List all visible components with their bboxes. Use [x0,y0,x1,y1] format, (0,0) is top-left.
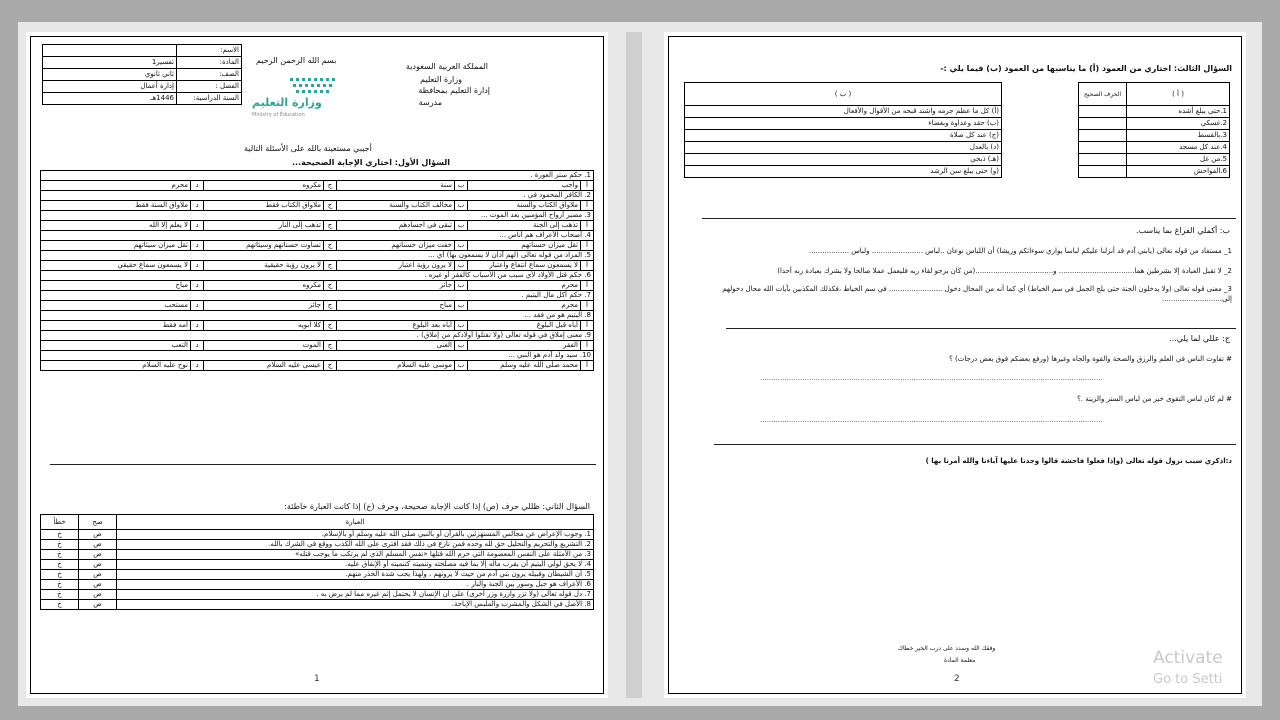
q1-question: 3. مصير أرواح المؤمنين بعد الموت ... [41,211,594,221]
q1-options-row [41,341,594,351]
col-b-row [685,118,1002,130]
option-text[interactable]: محرم [468,301,581,311]
mark-right[interactable]: ص [79,570,117,580]
ministry-logo-sub: Ministry of Education [252,112,305,118]
option-text[interactable]: مباح [41,281,191,291]
mark-wrong[interactable]: خ [41,590,79,600]
explain-item-2: # لم كان لباس التقوى خير من لباس الستر والزينة .؟ [1077,395,1232,403]
answer-letter-cell[interactable] [1079,154,1127,166]
q1-question-row [41,291,594,301]
watermark-line-1: Activate [1153,648,1223,668]
option-letter: أ [581,261,594,271]
q2-row [41,560,594,570]
instruction-text: أجيبي مستعينة بالله على الأسئلة التالية [244,144,372,153]
q2-right-header: صح [79,515,117,530]
q2-row [41,600,594,610]
option-letter: ج [324,221,337,231]
info-value: تفسير1 [43,57,177,69]
q2-statement: 6. الأعراف هو جبل وسور بين الجنة والنار . [117,580,594,590]
option-text[interactable]: الفقر [468,341,581,351]
option-letter: د [191,181,204,191]
option-text[interactable]: التعب [41,341,191,351]
q2-row [41,530,594,540]
option-text[interactable]: تبقى في أجسادهم [337,221,455,231]
q1-options-row [41,221,594,231]
option-letter: ج [324,361,337,371]
option-text[interactable]: محرم [41,181,191,191]
header-country: المملكة العربية السعودية [405,62,488,71]
option-text[interactable]: كلا أبويه [204,321,324,331]
option-letter: ب [455,321,468,331]
option-letter: ب [455,181,468,191]
answer-letter-cell[interactable] [1079,118,1127,130]
col-a-item: 4.عند كل مسجد [1127,142,1230,154]
option-letter: أ [581,201,594,211]
info-row [43,81,242,93]
q1-question: 2. الكافر المحمود في . [41,191,594,201]
option-text[interactable]: لا يعلم إلا الله [41,221,191,231]
option-text[interactable]: عيسى عليه السلام [204,361,324,371]
option-letter: د [191,301,204,311]
q1-options-row [41,181,594,191]
q1-question: 6. حكم قتل الأولاد لأي سبب من الأسباب كالفقر أو غيره . [41,271,594,281]
q2-statement: 4. لا يحق لولي اليتيم أن يقرب ماله إلا بما فيه مصلحته وتنميته كتنميته أو الإنفاق عليه. [117,560,594,570]
option-letter: ج [324,241,337,251]
closing-line: وفقك الله وسدد على درب الخير خطاك [898,645,996,652]
mark-wrong[interactable]: خ [41,600,79,610]
option-letter: ب [455,361,468,371]
q2-row [41,550,594,560]
mark-wrong[interactable]: خ [41,560,79,570]
option-text[interactable]: تذهب إلى الجنة [468,221,581,231]
page-2 [664,32,1246,698]
q2-title: السؤال الثاني: ظللي حرف (ص) إذا كانت الإجابة صحيحة، وحرف (خ) إذا كانت العبارة خاطئة: [284,502,590,511]
col-a-header-row [1079,83,1230,106]
option-text[interactable]: مخالف الكتاب والسنة [337,201,455,211]
option-letter: ج [324,181,337,191]
answer-line-2: .......................................................................................................................................................... [760,416,1103,424]
option-text[interactable]: ملاواق السنة فقط [41,201,191,211]
option-letter: ج [324,261,337,271]
explain-item-1: # تفاوت الناس في العلم والرزق والصحة والقوة والجاه وغيرها (ورفع بعضكم فوق بعض درجات) ؟ [949,355,1232,363]
col-a-row [1079,142,1230,154]
option-text[interactable]: مكروه [204,181,324,191]
q1-options-row [41,361,594,371]
info-row [43,69,242,81]
q2-table [40,514,594,610]
q1-options-row [41,261,594,271]
q3-title: السؤال الثالث: اختاري من العمود (أ) ما يناسبها من العمود (ب) فيما يلي :- [940,64,1232,73]
q1-question: 5. المراد من قوله تعالى (لهم آذان لا يسمعون بها) أي ... [41,251,594,261]
option-letter: أ [581,301,594,311]
mark-right[interactable]: ص [79,590,117,600]
q1-question-row [41,211,594,221]
info-value: ثاني ثانوي [43,69,177,81]
fill-item-1: 1_ مستفاد من قوله تعالى (يابني آدم قد أنزلنا عليكم لباسا يواري سوءاتكم وريشا) أن اللباس نوعان ..لباس ....................... ولباس .................. [808,247,1232,255]
col-b-row [685,106,1002,118]
mark-wrong[interactable]: خ [41,550,79,560]
q1-question-row [41,311,594,321]
info-value [43,45,177,57]
q1-question-row [41,351,594,361]
mark-right[interactable]: ص [79,580,117,590]
option-text[interactable]: تذهب إلى النار [204,221,324,231]
page-2-number: 2 [954,674,960,684]
info-value: إدارة أعمال [43,81,177,93]
ministry-logo-text: وزارة التعليم [252,96,322,109]
option-text[interactable]: خفت ميزان حسناتهم [337,241,455,251]
q1-question-row [41,331,594,341]
option-text[interactable]: ثقل ميزان حسناتهم [468,241,581,251]
watermark-line-2: Go to Setti [1153,672,1223,687]
explain-separator [714,444,1236,445]
col-b-row [685,142,1002,154]
option-letter: ب [455,281,468,291]
mark-wrong[interactable]: خ [41,570,79,580]
option-text[interactable]: لا يرون رؤية حقيقية [204,261,324,271]
q1-question: 4. أصحاب الأعراف هم أناس ... [41,231,594,241]
info-label: الاسم: [177,45,242,57]
activation-watermark [1153,648,1223,690]
option-letter: ج [324,281,337,291]
option-text[interactable]: أمه فقط [41,321,191,331]
q1-question-row [41,251,594,261]
col-b-item: (ج) عند كل صلاة [685,130,1002,142]
q1-table [40,170,594,371]
col-a-row [1079,154,1230,166]
option-letter: أ [581,341,594,351]
info-label: السنة الدراسية: [177,93,242,105]
q1-question-row [41,191,594,201]
option-text[interactable]: مباح [337,301,455,311]
q1-options-row [41,281,594,291]
q2-wrong-header: خطأ [41,515,79,530]
q2-statement: 5. أن الشيطان وقبيله يرون بني آدم من حيث لا يرونهم ، ولهذا يجب شدة الحذر منهم. [117,570,594,580]
option-letter: أ [581,181,594,191]
answer-letter-cell[interactable] [1079,142,1127,154]
col-a-row [1079,118,1230,130]
closing-teacher: معلمة المادة [944,657,976,664]
answer-letter-cell[interactable] [1079,130,1127,142]
mark-wrong[interactable]: خ [41,540,79,550]
option-letter: د [191,321,204,331]
col-a-item: 2.غسكي [1127,118,1230,130]
option-letter: د [191,241,204,251]
option-letter: ب [455,301,468,311]
option-text[interactable]: موسى عليه السلام [337,361,455,371]
header-school: مدرسة [418,98,442,107]
q1-options-row [41,241,594,251]
info-value: 1446هـ [43,93,177,105]
option-text[interactable]: أباه قبل البلوغ [468,321,581,331]
q1-title: السؤال الأول: اختاري الإجابة الصحيحة... [292,158,450,167]
fill-item-3: 3_ معنى قوله تعالى (ولا يدخلون الجنة حتى يلج الجمل في سم الخياط) أي كما أنه من المحال دخول ........................ في سم الخياط ،فكذلك المكذبين بآيات الله محال دخولهم إلى........................... [722,285,1232,303]
q2-statement: 2. التشريع والتحريم والتحليل حق لله وحده فمن نازع في ذلك فقد افترى على الله الكذب ووقع في الشرك بالله. [117,540,594,550]
option-letter: أ [581,281,594,291]
option-letter: ب [455,201,468,211]
col-b-header-row [685,83,1002,106]
col-a-row [1079,130,1230,142]
option-letter: أ [581,221,594,231]
option-text[interactable]: ملاواق الكتاب والسنة [468,201,581,211]
mark-right[interactable]: ص [79,560,117,570]
info-row [43,93,242,105]
option-letter: أ [581,241,594,251]
option-letter: ج [324,201,337,211]
q1-options-row [41,301,594,311]
option-text[interactable]: أباه بعد البلوغ [337,321,455,331]
answer-letter-cell[interactable] [1079,106,1127,118]
page-gap [626,32,642,698]
col-letter-header: الحرف الصحيح [1079,83,1127,106]
option-text[interactable]: لا يرون رؤية اعتبار [337,261,455,271]
option-text[interactable]: جائز [337,281,455,291]
info-row [43,45,242,57]
option-letter: د [191,221,204,231]
option-text[interactable]: الغنى [337,341,455,351]
q2-statement: 1. وجوب الإعراض عن مجالس المستهزئين بالقرآن أو بالنبي صلى الله عليه وسلم أو بالإسلام. [117,530,594,540]
student-info-table [42,44,242,105]
col-a-row [1079,166,1230,178]
mark-right[interactable]: ص [79,550,117,560]
col-a-item: 6.الفواحش [1127,166,1230,178]
answer-line-1: .......................................................................................................................................................... [760,374,1103,382]
q2-row [41,540,594,550]
col-a-header: ( أ ) [1127,83,1230,106]
option-text[interactable]: محمد صلى الله عليه وسلم [468,361,581,371]
col-b-header: ( ب ) [685,83,1002,106]
option-text[interactable]: تساوت حسناتهم وسيئاتهم [204,241,324,251]
mark-right[interactable]: ص [79,530,117,540]
info-row [43,57,242,69]
option-text[interactable]: لا يسمعون سماع حقيقي [41,261,191,271]
col-b-row [685,154,1002,166]
q1-question: 7. حكم أكل مال اليتيم . [41,291,594,301]
q2-row [41,570,594,580]
page-1-number: 1 [314,674,320,684]
option-text[interactable]: سنة [337,181,455,191]
option-text[interactable]: الموت [204,341,324,351]
q1-options-row [41,201,594,211]
option-letter: ب [455,241,468,251]
col-b-item: (ب) حقد وعداوة وبغضاء [685,118,1002,130]
option-text[interactable]: لا يسمعون سماع انتفاع واعتبار [468,261,581,271]
q2-statement: 7. دل قوله تعالى (ولا تزر وازرة وزر أخرى) على أن الإنسان لا يحتمل إثم غيره مما لم يرض به . [117,590,594,600]
option-text[interactable]: مستحب [41,301,191,311]
q1-options-row [41,321,594,331]
col-b-item: (هـ) ذبحي [685,154,1002,166]
ministry-logo-icon [288,76,348,94]
q1-question: 9. معنى إملاق في قوله تعالى (ولا تقتلوا أولادكم من إملاق) . [41,331,594,341]
q1-question-row [41,231,594,241]
q3-separator [702,218,1236,219]
fill-title: ب: أكملي الفراغ بما يناسب. [1136,226,1230,235]
mark-wrong[interactable]: خ [41,530,79,540]
col-a-table [1078,82,1230,178]
option-letter: ب [455,221,468,231]
option-text[interactable]: ثقل ميزان سيئاتهم [41,241,191,251]
q2-row [41,590,594,600]
option-letter: أ [581,361,594,371]
option-letter: ج [324,341,337,351]
option-letter: ج [324,301,337,311]
q1-question: 10. سيد ولد آدم هو النبي ... [41,351,594,361]
col-a-row [1079,106,1230,118]
option-text[interactable]: نوح عليه السلام [41,361,191,371]
info-label: المادة: [177,57,242,69]
mark-right[interactable]: ص [79,600,117,610]
option-letter: أ [581,321,594,331]
option-text[interactable]: واجب [468,181,581,191]
q1-question-row [41,171,594,181]
option-letter: د [191,261,204,271]
q1-question-row [41,271,594,281]
option-letter: ب [455,341,468,351]
option-letter: د [191,281,204,291]
answer-letter-cell[interactable] [1079,166,1127,178]
header-ministry: وزارة التعليم [420,75,462,84]
fill-separator [726,328,1236,329]
option-text[interactable]: مكروه [204,281,324,291]
option-text[interactable]: ملاواق الكتاب فقط [204,201,324,211]
page-1 [26,32,608,698]
q2-statement: 8. الأصل في الشكل والمشرب والملبس الإباحة. [117,600,594,610]
basmala: بسم الله الرحمن الرحيم [256,56,337,65]
option-letter: د [191,341,204,351]
col-b-row [685,130,1002,142]
col-a-item: 3.بالقسط [1127,130,1230,142]
col-b-item: (و) حتى يبلغ سن الرشد [685,166,1002,178]
col-b-item: (أ) كل ما عظم جرمه واشتد قبحه من الأقوال والأفعال [685,106,1002,118]
col-b-row [685,166,1002,178]
q2-statement: 3. من الأمثلة على النفس المعصومة التي حرم الله قتلها «نفس المسلم الذي لم يرتكب ما يوجب قتله» [117,550,594,560]
fill-item-2: 2_ لا تقبل العبادة إلا بشرطين هما.................................. و...................................(من كان يرجو لقاء ربه فليعمل عملا صالحا ولا يشرك بعبادة ربه أحدا) [777,267,1232,275]
info-label: الفصل : [177,81,242,93]
reason-title: د:اذكري سبب نزول قوله تعالى (وإذا فعلوا فاحشة قالوا وجدنا عليها آباءنا والله أمرنا بها ) [925,457,1232,465]
q1-question: 8. اليتيم هو من فقد ... [41,311,594,321]
option-letter: ب [455,261,468,271]
q2-header-row [41,515,594,530]
mark-right[interactable]: ص [79,540,117,550]
mark-wrong[interactable]: خ [41,580,79,590]
option-letter: د [191,361,204,371]
explain-title: ج: عللي لما يلي... [1169,334,1230,343]
q2-phrase-header: العبارة [117,515,594,530]
q1-question: 1. حكم ستر العورة . [41,171,594,181]
option-text[interactable]: محرم [468,281,581,291]
col-b-table [684,82,1002,178]
col-a-item: 5.من غل [1127,154,1230,166]
page-1-separator [50,464,596,465]
col-b-item: (د) بالعدل [685,142,1002,154]
q2-row [41,580,594,590]
header-directorate: إدارة التعليم بمحافظة [418,86,490,95]
info-label: الصف: [177,69,242,81]
option-letter: د [191,201,204,211]
option-letter: ج [324,321,337,331]
option-text[interactable]: جائز [204,301,324,311]
col-a-item: 1.حتى يبلغ أشده [1127,106,1230,118]
